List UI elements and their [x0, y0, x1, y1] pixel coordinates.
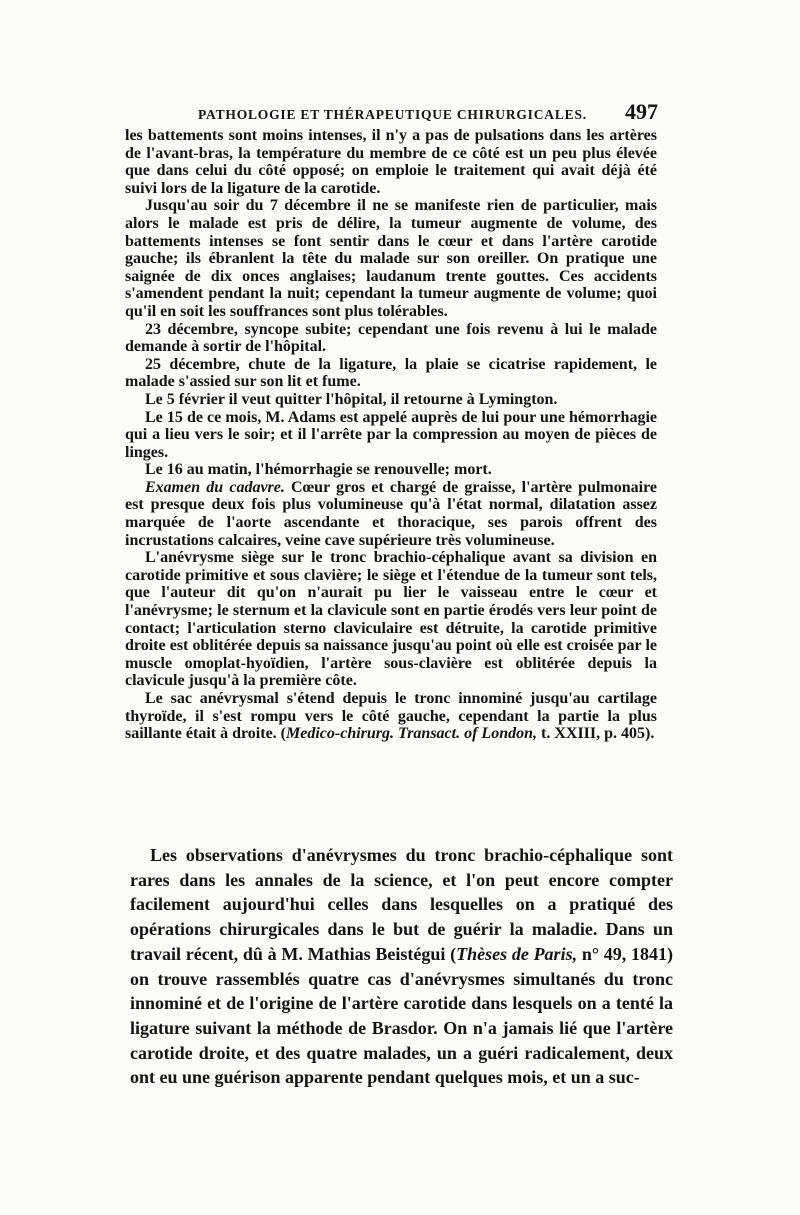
case-report [125, 127, 657, 743]
sac-text: Le sac anévrysmal s'étend depuis le tronc innominé jusqu'au cartilage thyroïde, il s'est rompu vers le côté gauche, cependant la partie la plus saillante était à droite. ( [125, 690, 657, 743]
page-header [198, 99, 658, 123]
citation-volume: t. XXIII, p. 405). [537, 725, 655, 743]
case-paragraph: Le 15 de ce mois, M. Adams est appelé auprès de lui pour une hémorrhagie qui a lieu vers le soir; et il l'arrête par la compression au moyen de pièces de linges. [125, 408, 657, 461]
body-text-start: Les observations d'anévrysmes du tronc brachio-céphalique sont rares dans les annales de la science, et l'on peut encore compter facilement aujourd'hui celles dans lesquelles on a pratiqué des opérations chirurgicales dans le but de guérir la maladie. Dans un travail récent, dû à M. Mathias Beistégui ( [130, 845, 673, 964]
autopsy-label: Examen du cadavre. [145, 478, 285, 496]
body-paragraph [130, 843, 673, 1090]
case-paragraph: Le 16 au matin, l'hémorrhagie se renouvelle; mort. [145, 461, 492, 479]
case-paragraph: L'anévrysme siège sur le tronc brachio-céphalique avant sa division en carotide primitive et sous clavière; le siège et l'étendue de la tumeur sont tels, que l'auteur dit qu'on n'aurait pu lier le vaisseau entre le cœur et l'anévrysme; le sternum et la clavicule sont en partie érodés vers leur point de contact; l'articulation sterno claviculaire est détruite, la carotide primitive droite est oblitérée depuis sa naissance jusqu'au point où elle est croisée par le muscle omoplat-hyoïdien, l'artère sous-clavière est oblitérée depuis la clavicule jusqu'à la première côte. [125, 549, 657, 690]
running-head: PATHOLOGIE ET THÉRAPEUTIQUE CHIRURGICALES. [198, 107, 587, 122]
case-paragraph: Le 5 février il veut quitter l'hôpital, il retourne à Lymington. [145, 390, 558, 408]
thesis-citation: Thèses de Paris, [456, 943, 578, 964]
case-paragraph: les battements sont moins intenses, il n'y a pas de pulsations dans les artères de l'avant-bras, la température du membre de ce côté est un peu plus élevée que dans celui du côté opposé; on emploie le traitement qui avait déjà été suivi lors de la ligature de la carotide. [125, 127, 657, 197]
case-paragraph: 25 décembre, chute de la ligature, la plaie se cicatrise rapidement, le malade s'assied sur son lit et fume. [125, 355, 657, 391]
body-text-end: n° 49, 1841) on trouve rassemblés quatre cas d'anévrysmes simultanés du tronc innominé et de l'origine de l'artère carotide dans lesquels on a tenté la ligature suivant la méthode de Brasdor. On n'a jamais lié que l'artère carotide droite, et des quatre malades, un a guéri radicalement, deux ont eu une guérison apparente pendant quelques mois, et un a suc- [130, 943, 673, 1088]
case-paragraph: Jusqu'au soir du 7 décembre il ne se manifeste rien de particulier, mais alors le malade est pris de délire, la tumeur augmente de volume, des battements intenses se font sentir dans le cœur et dans l'artère carotide gauche; ils ébranlent la tête du malade sur son oreiller. On pratique une saignée de dix onces anglaises; laudanum trente gouttes. Ces accidents s'amendent pendant la nuit; cependant la tumeur augmente de volume; quoi qu'il en soit les souffrances sont plus tolérables. [125, 197, 657, 320]
main-text [130, 843, 673, 1090]
case-paragraph: 23 décembre, syncope subite; cependant une fois revenu à lui le malade demande à sortir de l'hôpital. [125, 320, 657, 356]
autopsy-text: Cœur gros et chargé de graisse, l'artère pulmonaire est presque deux fois plus volumineuse qu'à l'état normal, dilatation assez marquée de l'aorte ascendante et thoracique, ses parois offrent des incrustations calcaires, veine cave supérieure très volumineuse. [125, 478, 657, 549]
journal-citation: Medico-chirurg. Transact. of London, [286, 725, 537, 743]
case-paragraph [125, 479, 657, 549]
case-paragraph [125, 690, 657, 743]
page-number: 497 [625, 99, 658, 124]
